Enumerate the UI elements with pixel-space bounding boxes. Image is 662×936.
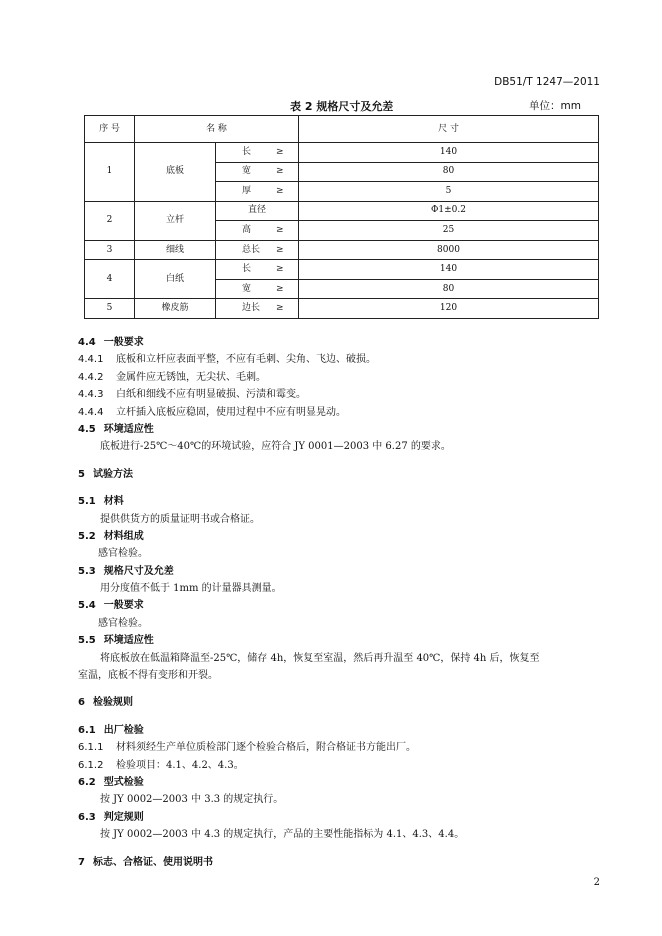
spacer	[78, 483, 603, 493]
item-name: 宽	[242, 283, 252, 294]
item-name: 边长	[242, 303, 261, 314]
row-number: 1	[85, 143, 135, 202]
paragraph: 按 JY 0002—2003 中 3.3 的规定执行。	[100, 794, 284, 806]
section-number: 5.3	[78, 565, 96, 577]
clause-text: 立杆插入底板应稳固，使用过程中不应有明显晃动。	[116, 406, 346, 418]
row-name: 底板	[135, 143, 216, 202]
section-number: 6	[78, 697, 85, 709]
clause	[78, 757, 603, 774]
section-number: 5.1	[78, 496, 96, 508]
item-value: 25	[299, 221, 599, 241]
item-value: 5	[299, 182, 599, 202]
item-name: 直径	[247, 205, 266, 216]
section-heading	[78, 854, 603, 871]
table-header-row	[85, 116, 599, 143]
item-label	[216, 299, 299, 319]
item-value: 140	[299, 260, 599, 280]
item-label	[216, 182, 299, 202]
item-operator: ≥	[276, 303, 284, 314]
row-name: 橡皮筋	[135, 299, 216, 319]
section-title: 标志、合格证、使用说明书	[92, 856, 213, 868]
item-name: 高	[242, 225, 252, 236]
clause-number: 4.4.4	[78, 406, 104, 418]
section-heading	[78, 466, 603, 483]
item-value: 80	[299, 162, 599, 182]
item-value: 140	[299, 143, 599, 163]
item-operator: ≥	[276, 166, 284, 177]
clause-text: 检验项目：4.1、4.2、4.3。	[116, 759, 244, 771]
row-number: 4	[85, 260, 135, 299]
header-dimension: 尺 寸	[299, 116, 599, 143]
spec-table	[84, 115, 599, 319]
table-row	[85, 143, 599, 163]
section-heading	[78, 421, 603, 438]
section-number: 4.4	[78, 337, 96, 348]
header-name: 名 称	[135, 116, 299, 143]
clause-number: 6.1.2	[78, 759, 104, 771]
table-row	[85, 201, 599, 221]
paragraph: 提供供货方的质量证明书或合格证。	[100, 513, 260, 525]
item-name: 厚	[242, 185, 252, 196]
paragraph: 底板进行-25℃～40℃的环境试验，应符合 JY 0001—2003 中 6.27 的要求。	[100, 441, 451, 453]
paragraph: 按 JY 0002—2003 中 4.3 的规定执行，产品的主要性能指标为 4.1、4.3、4.4。	[100, 829, 465, 841]
row-name: 立杆	[135, 201, 216, 240]
section-heading	[78, 809, 603, 826]
spacer	[78, 456, 603, 466]
item-label	[216, 201, 299, 221]
item-value: 80	[299, 279, 599, 299]
section-heading	[78, 563, 603, 580]
item-value: 120	[299, 299, 599, 319]
table-unit	[529, 98, 581, 113]
clause	[78, 351, 603, 368]
row-name: 细线	[135, 240, 216, 260]
section-heading	[78, 528, 603, 545]
section-title: 一般要求	[103, 337, 144, 348]
table-row	[85, 299, 599, 319]
item-operator: ≥	[276, 225, 284, 236]
item-value: 8000	[299, 240, 599, 260]
clause-text: 材料须经生产单位质检部门逐个检验合格后，附合格证书方能出厂。	[116, 742, 416, 754]
item-label	[216, 221, 299, 241]
item-name: 长	[242, 146, 252, 157]
document-code: DB51/T 1247—2011	[494, 76, 600, 88]
section-heading	[78, 774, 603, 791]
spec-table-body	[85, 116, 599, 319]
section-number: 4.5	[78, 423, 96, 435]
paragraph: 将底板放在低温箱降温至-25℃，储存 4h，恢复至室温，然后再升温至 40℃，保持 4h 后，恢复至	[100, 652, 540, 664]
row-name: 白纸	[135, 260, 216, 299]
section-title: 出厂检验	[103, 724, 144, 736]
section-number: 5.5	[78, 635, 96, 647]
section-number: 5.4	[78, 600, 96, 612]
section-title: 环境适应性	[103, 423, 154, 435]
section-heading	[78, 632, 603, 649]
row-number: 2	[85, 201, 135, 240]
paragraph: 用分度值不低于 1mm 的计量器具测量。	[100, 583, 282, 595]
section-title: 检验规则	[92, 697, 133, 709]
spacer	[78, 684, 603, 694]
table-row	[85, 260, 599, 280]
section-number: 5.2	[78, 530, 96, 542]
section-number: 6.2	[78, 776, 96, 788]
spacer	[78, 844, 603, 854]
row-number: 5	[85, 299, 135, 319]
section-title: 规格尺寸及允差	[103, 565, 174, 577]
section-number: 7	[78, 856, 85, 868]
section-title: 判定规则	[103, 811, 144, 823]
header-no: 序 号	[85, 116, 135, 143]
item-name: 宽	[242, 166, 252, 177]
table-row	[85, 240, 599, 260]
section-title: 型式检验	[103, 776, 144, 788]
section-title: 试验方法	[92, 468, 133, 480]
section-number: 6.3	[78, 811, 96, 823]
item-operator: ≥	[276, 244, 284, 255]
row-number: 3	[85, 240, 135, 260]
section-title: 材料组成	[103, 530, 144, 542]
unit-value: mm	[560, 100, 581, 112]
item-label	[216, 279, 299, 299]
page-number: 2	[593, 877, 600, 888]
table-caption: 表 2 规格尺寸及允差	[290, 100, 394, 113]
paragraph: 室温，底板不得有变形和开裂。	[78, 670, 218, 682]
item-label	[216, 240, 299, 260]
section-heading	[78, 722, 603, 739]
spacer	[78, 712, 603, 722]
section-heading	[78, 694, 603, 711]
section-heading	[78, 334, 603, 351]
clause	[78, 386, 603, 403]
section-number: 5	[78, 468, 85, 480]
section-title: 一般要求	[103, 600, 144, 612]
paragraph: 感官检验。	[98, 617, 148, 629]
clause-number: 4.4.2	[78, 371, 104, 383]
document-body	[78, 334, 603, 871]
item-operator: ≥	[276, 283, 284, 294]
section-heading	[78, 597, 603, 614]
clause	[78, 404, 603, 421]
clause-text: 金属件应无锈蚀，无尖状、毛刺。	[116, 371, 266, 383]
clause	[78, 369, 603, 386]
item-value: Φ1±0.2	[299, 201, 599, 221]
section-title: 材料	[103, 496, 124, 508]
section-title: 环境适应性	[103, 635, 154, 647]
section-heading	[78, 493, 603, 510]
item-operator: ≥	[276, 264, 284, 275]
clause-text: 白纸和细线不应有明显破损、污渍和霉变。	[116, 389, 306, 401]
clause-number: 4.4.1	[78, 354, 104, 366]
clause-number: 6.1.1	[78, 742, 104, 754]
item-label	[216, 162, 299, 182]
clause	[78, 739, 603, 756]
item-name: 长	[242, 264, 252, 275]
clause-number: 4.4.3	[78, 389, 104, 401]
clause-text: 底板和立杆应表面平整，不应有毛刺、尖角、飞边、破损。	[116, 354, 376, 366]
item-operator: ≥	[276, 185, 284, 196]
section-number: 6.1	[78, 724, 96, 736]
unit-label: 单位：	[529, 100, 561, 112]
item-name: 总长	[242, 244, 261, 255]
paragraph: 感官检验。	[98, 548, 148, 560]
item-label	[216, 143, 299, 163]
item-label	[216, 260, 299, 280]
item-operator: ≥	[276, 146, 284, 157]
